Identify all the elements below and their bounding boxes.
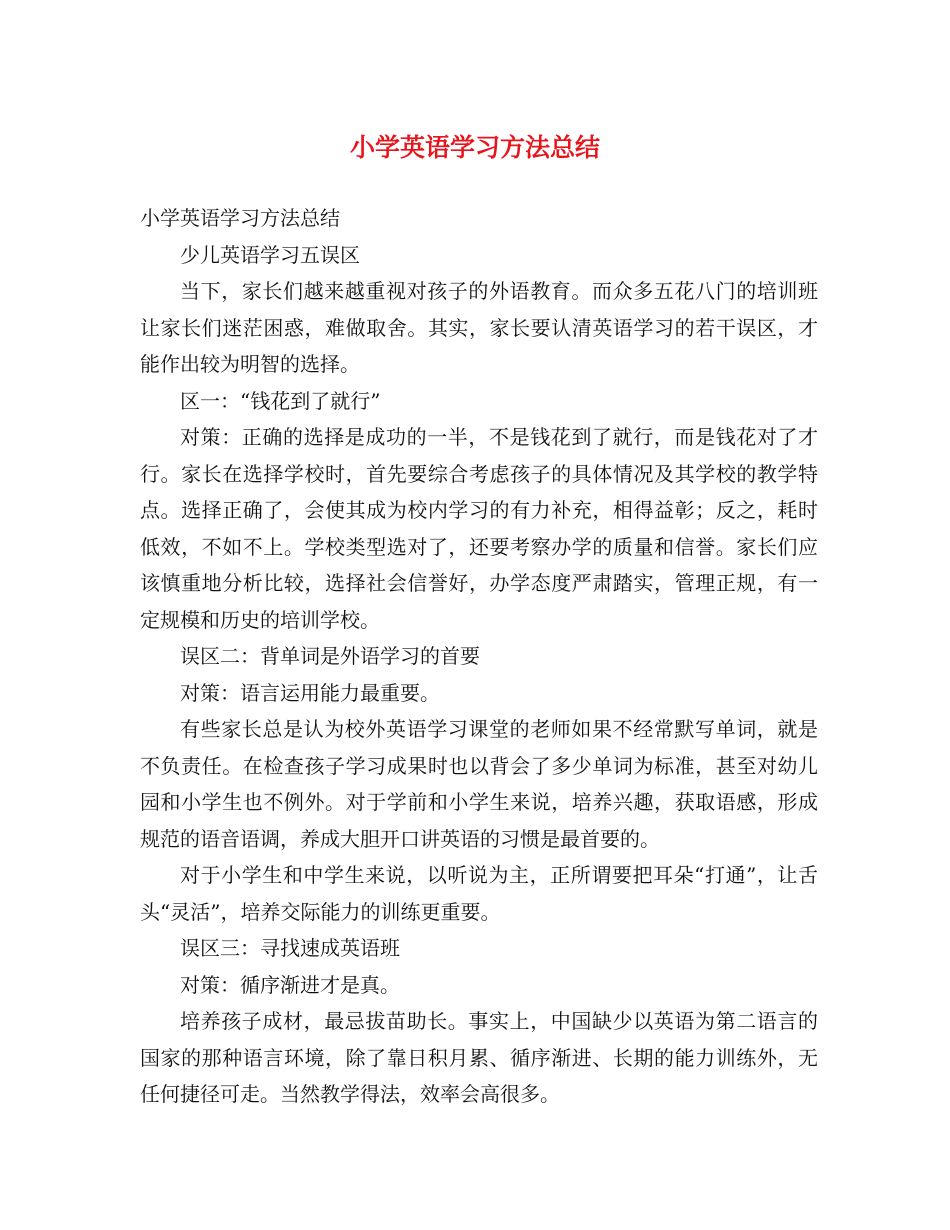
paragraph: 对于小学生和中学生来说，以听说为主，正所谓要把耳朵“打通”，让舌头“灵活”，培养交际能力的训练更重要。 <box>140 863 818 924</box>
section-heading: 少儿英语学习五误区 <box>180 242 360 267</box>
paragraph: 对策：语言运用能力最重要。 <box>180 680 440 705</box>
paragraph: 对策：循序渐进才是真。 <box>180 972 400 997</box>
document-body <box>140 200 818 1113</box>
paragraph: 对策：正确的选择是成功的一半，不是钱花到了就行，而是钱花对了才行。家长在选择学校时，首先要综合考虑孩子的具体情况及其学校的教学特点。选择正确了，会使其成为校内学习的有力补充，相得益彰；反之，耗时低效，不如不上。学校类型选对了，还要考察办学的质量和信誉。家长们应该慎重地分析比较，选择社会信誉好，办学态度严肃踏实，管理正规，有一定规模和历史的培训学校。 <box>140 425 818 632</box>
paragraph: 培养孩子成材，最忌拔苗助长。事实上，中国缺少以英语为第二语言的国家的那种语言环境，除了靠日积月累、循序渐进、长期的能力训练外，无任何捷径可走。当然教学得法，效率会高很多。 <box>140 1009 818 1106</box>
section-heading: 误区二：背单词是外语学习的首要 <box>180 644 480 668</box>
paragraph: 当下，家长们越来越重视对孩子的外语教育。而众多五花八门的培训班让家长们迷茫困惑，难做取舍。其实，家长要认清英语学习的若干误区，才能作出较为明智的选择。 <box>140 279 818 376</box>
section-heading: 误区三：寻找速成英语班 <box>180 936 400 960</box>
paragraph-heading: 小学英语学习方法总结 <box>140 206 340 230</box>
section-heading: 区一：“钱花到了就行” <box>180 388 381 413</box>
document-title: 小学英语学习方法总结 <box>349 133 600 162</box>
paragraph: 有些家长总是认为校外英语学习课堂的老师如果不经常默写单词，就是不负责任。在检查孩子学习成果时也以背会了多少单词为标准，甚至对幼儿园和小学生也不例外。对于学前和小学生来说，培养兴趣，获取语感，形成规范的语音语调，养成大胆开口讲英语的习惯是最首要的。 <box>140 717 818 851</box>
